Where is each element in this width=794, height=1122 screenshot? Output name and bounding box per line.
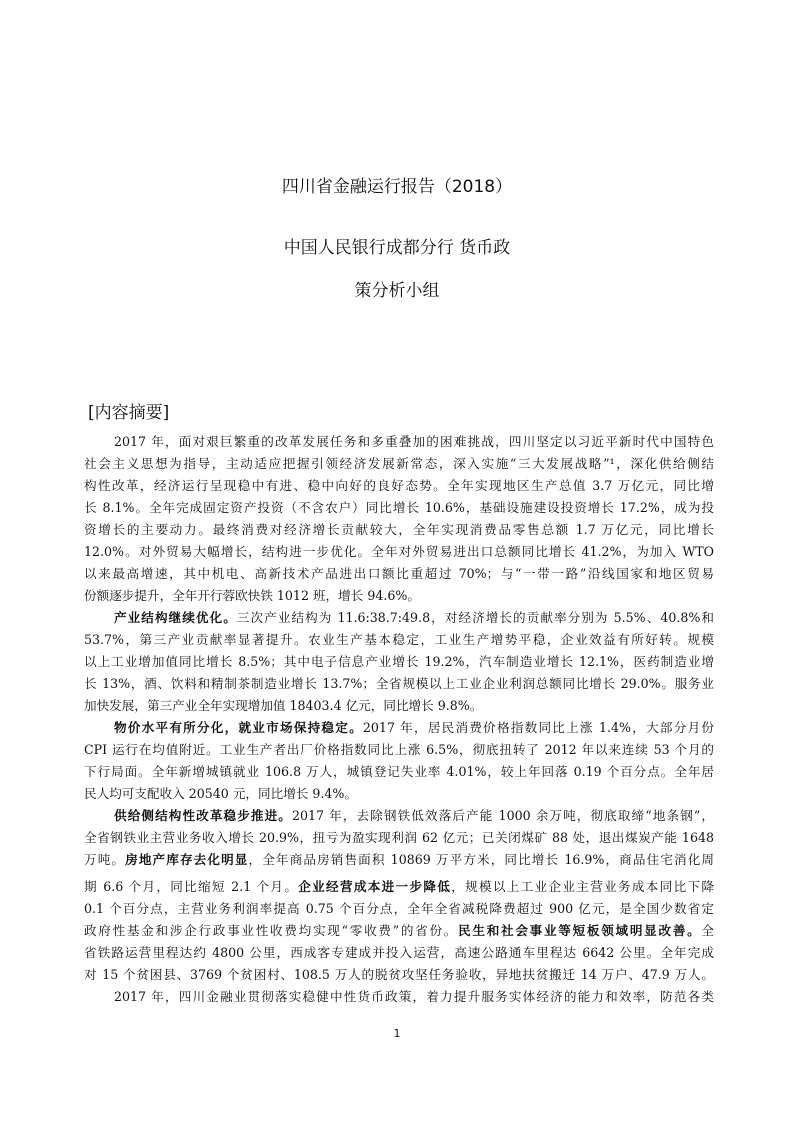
text-segment: 政府性基金和涉企行政事业性收费均实现“零收费”的省份。: [84, 923, 459, 938]
text-line: [84, 519, 714, 541]
text-line: [84, 783, 714, 805]
text-line: [84, 497, 714, 519]
text-line: [84, 761, 714, 783]
abstract-body: [84, 431, 714, 1008]
text-segment: 以上工业增加值同比增长 8.5%；其中电子信息产业增长 19.2%，汽车制造业增长 12.1%，医药制造业增: [84, 654, 714, 669]
text-segment: ，全年商品房销售面积 10869 万平方米，同比增长 16.9%，商品住宅消化周: [248, 852, 714, 867]
text-segment: 2017 年，四川金融业贯彻落实稳健中性货币政策，着力提升服务实体经济的能力和效率，防范各类: [114, 989, 714, 1004]
text-segment: 三次产业结构为 11.6:38.7:49.8，对经济增长的贡献率分别为 5.5%、40.8%和: [236, 610, 714, 625]
text-line: [84, 827, 714, 849]
text-segment: 全: [701, 923, 714, 938]
text-segment: 资增长的主要动力。最终消费对经济增长贡献较大，全年实现消费品零售总额 1.7 万亿元，同比增长: [84, 522, 714, 537]
text-line: [84, 563, 714, 585]
text-segment: CPI 运行在均值附近。工业生产者出厂价格指数同比上涨 6.5%，彻底扭转了 2012 年以来连续 53 个月的: [84, 742, 714, 757]
text-segment: 2017 年，居民消费价格指数同比上涨 1.4%，大部分月份: [362, 720, 714, 735]
text-segment: 省铁路运营里程达约 4800 公里，西成客专建成并投入运营，高速公路通车里程达 6642 公里。全年完成: [84, 945, 714, 960]
text-line: [84, 651, 714, 673]
text-segment: 53.7%，第三产业贡献率显著提升。农业生产基本稳定，工业生产增势平稳，企业效益有所好转。规模: [84, 632, 714, 647]
text-line: [84, 629, 714, 651]
text-segment: 2017 年，去除钢铁低效落后产能 1000 余万吨，彻底取缔“地条钢”，: [292, 808, 714, 823]
page-number: 1: [393, 1027, 401, 1040]
text-segment: 民人均可支配收入 20540 元，同比增长 9.4%。: [84, 786, 357, 801]
text-line: [84, 453, 714, 475]
text-segment: 12.0%。对外贸易大幅增长，结构进一步优化。全年对外贸易进出口总额同比增长 41.2%，为加入 WTO: [84, 544, 714, 559]
text-line: [84, 964, 714, 986]
text-line: [84, 607, 714, 629]
text-line: [84, 475, 714, 497]
text-line: [84, 585, 714, 607]
text-line: [84, 673, 714, 695]
author-line-1: 中国人民银行成都分行 货币政: [283, 238, 511, 258]
text-line: [84, 717, 714, 739]
text-segment: 期 6.6 个月，同比缩短 2.1 个月。: [84, 879, 299, 894]
text-line: [84, 920, 714, 942]
text-line: [84, 876, 714, 898]
text-segment: 下行局面。全年新增城镇就业 106.8 万人，城镇登记失业率 4.01%，较上年回落 0.19 个百分点。全年居: [84, 764, 714, 779]
bold-heading: 产业结构继续优化。: [114, 610, 237, 625]
text-segment: 全省钢铁业主营业务收入增长 20.9%，扭亏为盈实现利润 62 亿元；已关闭煤矿 88 处，退出煤炭产能 1648: [84, 830, 714, 845]
text-line: [84, 898, 714, 920]
bold-heading: 供给侧结构性改革稳步推进。: [114, 808, 292, 823]
text-line: [84, 541, 714, 563]
text-segment: 份额逐步提升，全年开行蓉欧快铁 1012 班，增长 94.6%。: [84, 588, 420, 603]
text-line: [84, 849, 714, 871]
text-segment: 万吨。: [84, 852, 126, 867]
bold-heading: 物价水平有所分化，就业市场保持稳定。: [114, 720, 363, 735]
text-segment: 构性改革，经济运行呈现稳中有进、稳中向好的良好态势。全年实现地区生产总值 3.7 万亿元，同比增: [84, 478, 714, 493]
report-title: 四川省金融运行报告（2018）: [281, 177, 513, 197]
text-segment: 0.1 个百分点，主营业务利润率提高 0.75 个百分点，全年全省减税降费超过 900 亿元，是全国少数省定: [84, 901, 714, 916]
text-segment: 对 15 个贫困县、3769 个贫困村、108.5 万人的脱贫攻坚任务验收，异地扶贫搬迁 14 万户、47.9 万人。: [84, 967, 714, 982]
abstract-heading: [内容摘要]: [88, 403, 170, 423]
bold-heading: 房地产库存去化明显: [125, 852, 249, 867]
author-line-2: 策分析小组: [354, 281, 440, 301]
text-line: [84, 986, 714, 1008]
text-line: [84, 942, 714, 964]
text-segment: 以来最高增速，其中机电、高新技术产品进出口额比重超过 70%；与“一带一路”沿线国家和地区贸易: [84, 566, 714, 581]
text-line: [84, 695, 714, 717]
text-segment: 2017 年，面对艰巨繁重的改革发展任务和多重叠加的困难挑战，四川坚定以习近平新时代中国特色: [114, 434, 714, 449]
text-segment: 社会主义思想为指导，主动适应把握引领经济发展新常态，深入实施“三大发展战略”¹，深化供给侧结: [84, 456, 714, 471]
bold-heading: 企业经营成本进一步降低: [298, 879, 452, 894]
text-segment: 加快发展，第三产业全年实现增加值 18403.4 亿元，同比增长 9.8%。: [84, 698, 483, 713]
text-line: [84, 431, 714, 453]
text-segment: ，规模以上工业企业主营业务成本同比下降: [451, 879, 714, 894]
text-line: [84, 805, 714, 827]
text-line: [84, 739, 714, 761]
bold-heading: 民生和社会事业等短板领域明显改善。: [458, 923, 702, 938]
text-segment: 长 13%，酒、饮料和精制茶制造业增长 13.7%；全省规模以上工业企业利润总额同比增长 29.0%。服务业: [84, 676, 714, 691]
text-segment: 长 8.1%。全年完成固定资产投资（不含农户）同比增长 10.6%，基础设施建设投资增长 17.2%，成为投: [84, 500, 714, 515]
